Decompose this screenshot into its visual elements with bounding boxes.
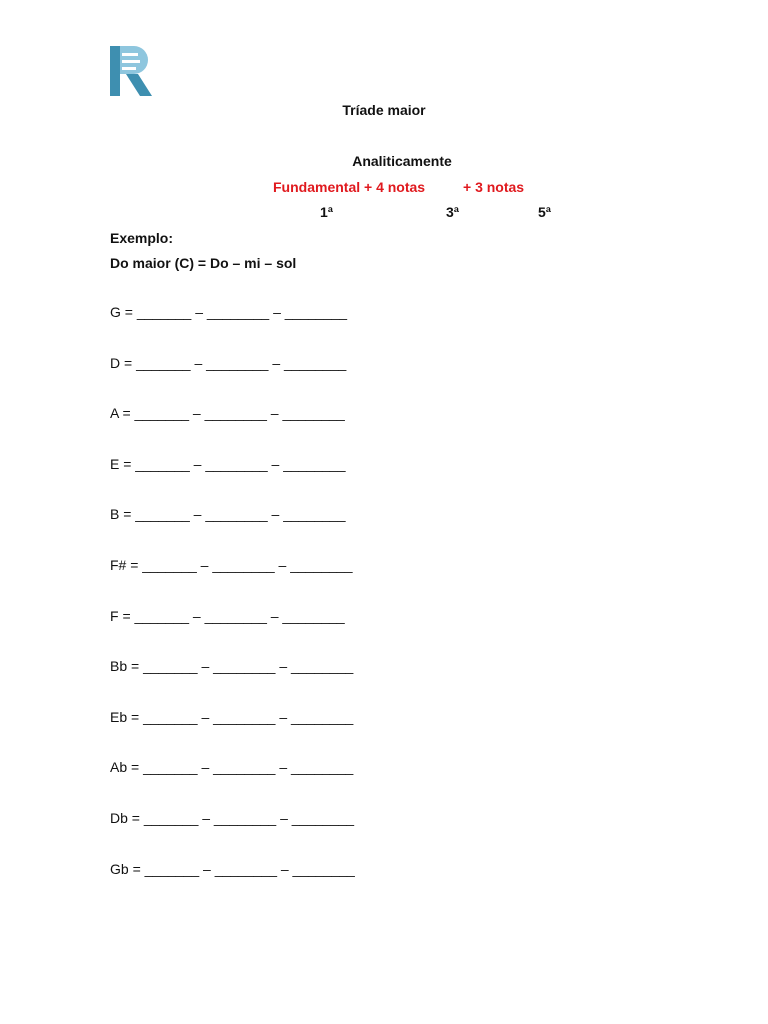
- exercise-row-g: G = _______ – ________ – ________: [110, 304, 348, 320]
- degree-third: 3ª: [446, 204, 459, 220]
- exercise-row-f-sharp: F# = _______ – ________ – ________: [110, 556, 353, 573]
- page-title: Tríade maior: [342, 102, 426, 118]
- section-subtitle: Analiticamente: [352, 153, 452, 169]
- r-monogram-logo-icon: [108, 44, 154, 98]
- exercise-list: [110, 304, 355, 911]
- example-label: Exemplo:: [110, 230, 174, 246]
- exercise-row-b-flat: Bb = _______ – ________ – ________: [110, 658, 354, 675]
- exercise-row-f: F = _______ – ________ – ________: [110, 607, 345, 624]
- degree-fifth: 5ª: [538, 204, 551, 220]
- exercise-row-d: D = _______ – ________ – ________: [110, 354, 347, 371]
- exercise-row-g-flat: Gb = _______ – ________ – ________: [110, 860, 355, 877]
- exercise-row-a-flat: Ab = _______ – ________ – ________: [110, 759, 354, 776]
- formula-plus-three: + 3 notas: [463, 179, 525, 195]
- example-text: Do maior (C) = Do – mi – sol: [110, 255, 297, 271]
- exercise-row-e-flat: Eb = _______ – ________ – ________: [110, 708, 354, 725]
- exercise-row-b: B = _______ – ________ – ________: [110, 506, 346, 523]
- degree-first: 1ª: [320, 204, 333, 220]
- exercise-row-a: A = _______ – ________ – ________: [110, 405, 345, 422]
- exercise-row-d-flat: Db = _______ – ________ – ________: [110, 809, 355, 826]
- formula-fundamental: Fundamental + 4 notas: [273, 179, 426, 195]
- exercise-row-e: E = _______ – ________ – ________: [110, 455, 346, 472]
